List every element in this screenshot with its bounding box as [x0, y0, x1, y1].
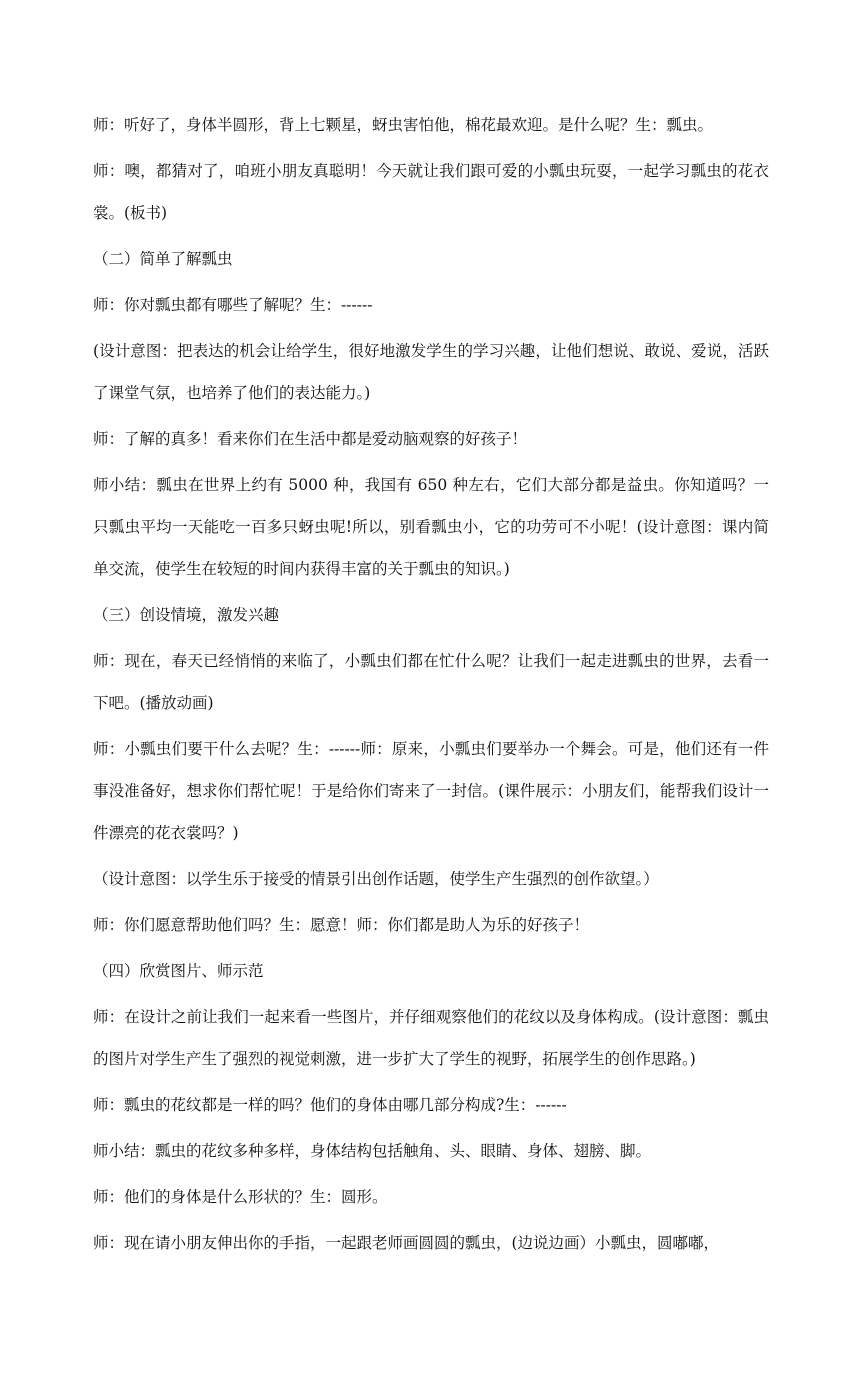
paragraph-design-intent-2: （设计意图：以学生乐于接受的情景引出创作话题，使学生产生强烈的创作欲望。）: [93, 870, 659, 888]
paragraph-pattern-question: 师：瓢虫的花纹都是一样的吗？他们的身体由哪几部分构成?生：------: [93, 1096, 567, 1114]
paragraph-spring: 师：现在，春天已经悄悄的来临了，小瓢虫们都在忙什么呢？让我们一起走进瓢虫的世界，去看一下吧。(播放动画): [93, 652, 769, 712]
paragraph-summary-1: 师小结：瓢虫在世界上约有 5000 种，我国有 650 种左右，它们大部分都是益虫。你知道吗？一只瓢虫平均一天能吃一百多只蚜虫呢!所以，别看瓢虫小，它的功劳可不小呢！(设计意图：课内简单交流，使学生在较短的时间内获得丰富的关于瓢虫的知识。): [93, 476, 769, 578]
paragraph-praise: 师：了解的真多！看来你们在生活中都是爱动脑观察的好孩子！: [93, 430, 528, 448]
section-heading-3: （三）创设情境，激发兴趣: [93, 606, 280, 624]
section-heading-2: （二）简单了解瓢虫: [93, 250, 233, 268]
paragraph-design-intent-1: (设计意图：把表达的机会让给学生，很好地激发学生的学习兴趣，让他们想说、敢说、爱说，活跃了课堂气氛，也培养了他们的表达能力。): [93, 342, 769, 402]
paragraph-draw: 师：现在请小朋友伸出你的手指，一起跟老师画圆圆的瓢虫，(边说边画）小瓢虫，圆嘟嘟，: [93, 1234, 720, 1252]
paragraph-intro: 师：噢，都猜对了，咱班小朋友真聪明！今天就让我们跟可爱的小瓢虫玩耍，一起学习瓢虫的花衣裳。(板书): [93, 162, 769, 222]
document-body: [93, 104, 769, 1268]
paragraph-summary-2: 师小结：瓢虫的花纹多种多样，身体结构包括触角、头、眼睛、身体、翅膀、脚。: [93, 1142, 652, 1160]
paragraph-willing: 师：你们愿意帮助他们吗？生：愿意！师：你们都是助人为乐的好孩子！: [93, 916, 590, 934]
paragraph-riddle: 师：听好了，身体半圆形，背上七颗星，蚜虫害怕他，棉花最欢迎。是什么呢？生：瓢虫。: [93, 116, 714, 134]
section-heading-4: （四）欣赏图片、师示范: [93, 962, 264, 980]
paragraph-pictures: 师：在设计之前让我们一起来看一些图片，并仔细观察他们的花纹以及身体构成。(设计意图：瓢虫的图片对学生产生了强烈的视觉刺激，进一步扩大了学生的视野，拓展学生的创作思路。): [93, 1008, 769, 1068]
paragraph-letter: 师：小瓢虫们要干什么去呢？生：------师：原来，小瓢虫们要举办一个舞会。可是，他们还有一件事没准备好，想求你们帮忙呢！于是给你们寄来了一封信。(课件展示：小朋友们，能帮我们设计一件漂亮的花衣裳吗？): [93, 740, 769, 842]
paragraph-shape: 师：他们的身体是什么形状的？生：圆形。: [93, 1188, 388, 1206]
paragraph-question: 师：你对瓢虫都有哪些了解呢？生：------: [93, 296, 373, 314]
